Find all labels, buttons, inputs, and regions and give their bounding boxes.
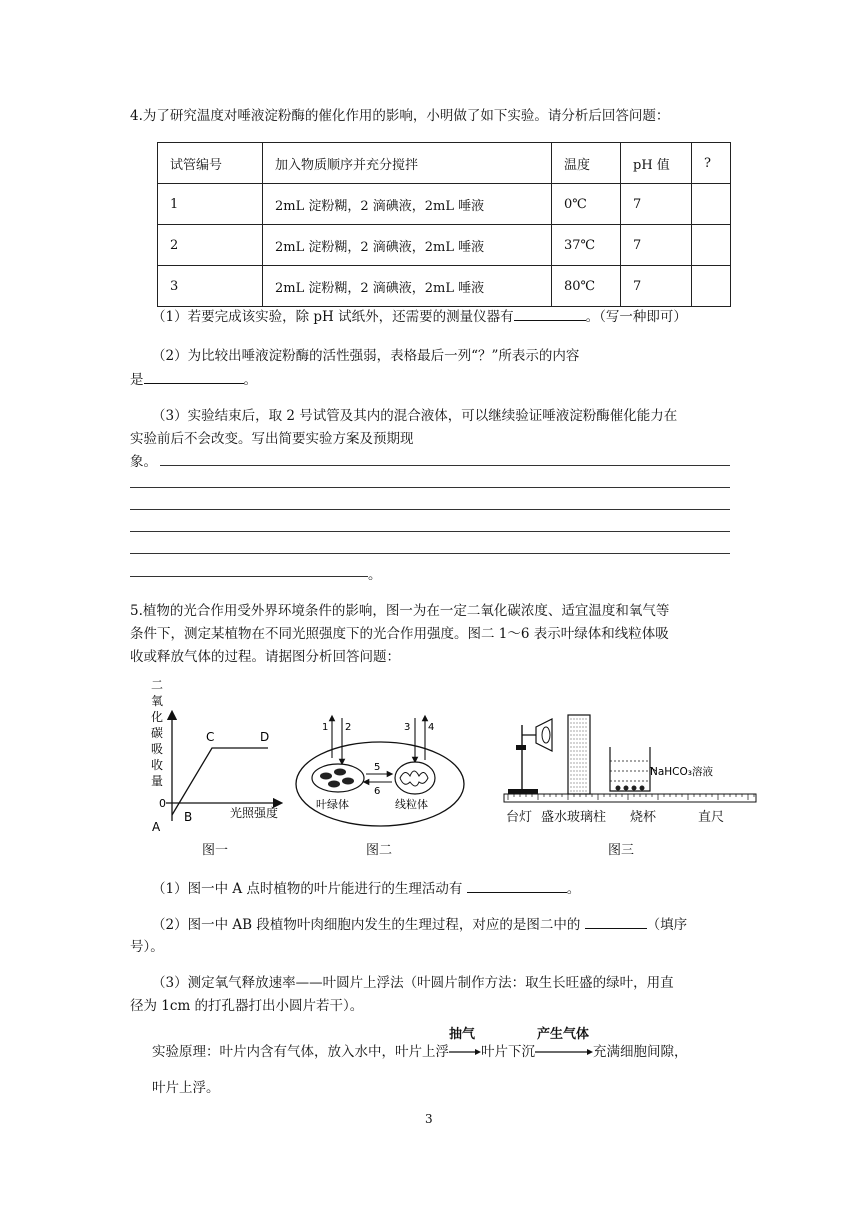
table-cell: 37℃ bbox=[552, 225, 621, 266]
experiment-table bbox=[157, 142, 731, 307]
table-header-cell: ? bbox=[692, 143, 731, 184]
y-axis-char: 收 bbox=[151, 758, 164, 772]
principle-line2: 叶片上浮。 bbox=[152, 1080, 220, 1096]
answer-blank[interactable] bbox=[514, 306, 586, 321]
water-column-label: 盛水玻璃柱 bbox=[541, 810, 607, 825]
table-cell: 7 bbox=[621, 225, 692, 266]
point-label-a: A bbox=[152, 820, 161, 834]
ruler-label: 直尺 bbox=[698, 810, 725, 825]
answer-line[interactable] bbox=[160, 465, 730, 466]
q4-part3-line3: 象。 bbox=[130, 454, 157, 470]
table-cell bbox=[692, 225, 731, 266]
arrow-label-3: 3 bbox=[404, 722, 411, 733]
y-axis-char: 二 bbox=[151, 678, 164, 692]
q5-stem-line2: 条件下，测定某植物在不同光照强度下的光合作用强度。图二 1～6 表示叶绿体和线粒体吸 bbox=[130, 626, 669, 642]
answer-line[interactable] bbox=[130, 576, 368, 577]
principle-line: 实验原理：叶片内含有气体，放入水中，叶片上浮 抽气 叶片下沉 产生气体 充满细胞间隙， bbox=[152, 1034, 688, 1070]
table-row bbox=[158, 266, 731, 307]
table-row bbox=[158, 225, 731, 266]
table-cell: 2 bbox=[158, 225, 263, 266]
beaker-label: 烧杯 bbox=[630, 810, 657, 825]
mitochondrion-label: 线粒体 bbox=[395, 798, 428, 811]
table-header-cell: pH 值 bbox=[621, 143, 692, 184]
point-label-d: D bbox=[260, 730, 270, 744]
answer-line[interactable] bbox=[130, 531, 730, 532]
page-number: 3 bbox=[425, 1112, 433, 1126]
q5-part3-line2: 径为 1cm 的打孔器打出小圆片若干）。 bbox=[130, 998, 364, 1014]
table-header-row bbox=[158, 143, 731, 184]
q5-part2-line1: （2）图一中 AB 段植物叶肉细胞内发生的生理过程，对应的是图二中的 （填序 bbox=[152, 914, 687, 935]
arrow-label-5: 5 bbox=[374, 762, 381, 773]
solution-label: NaHCO₃溶液 bbox=[650, 766, 713, 778]
arrow-label-1: 1 bbox=[322, 722, 329, 733]
axis-origin-label: 0 bbox=[159, 797, 166, 810]
q5-stem-line1: 5.植物的光合作用受外界环境条件的影响，图一为在一定二氧化碳浓度、适宜温度和氧气等 bbox=[130, 603, 670, 619]
q4-part2-line1: （2）为比较出唾液淀粉酶的活性强弱，表格最后一列“？”所表示的内容 bbox=[152, 348, 580, 364]
table-header-cell: 温度 bbox=[552, 143, 621, 184]
arrow-label-2: 2 bbox=[345, 722, 352, 733]
y-axis-char: 吸 bbox=[151, 742, 164, 756]
table-cell: 2mL 淀粉糊，2 滴碘液，2mL 唾液 bbox=[263, 184, 552, 225]
table-cell bbox=[692, 184, 731, 225]
q4-part2-line2: 是 。 bbox=[130, 369, 257, 390]
y-axis-char: 碳 bbox=[151, 726, 164, 740]
answer-line[interactable] bbox=[130, 487, 730, 488]
q4-part1: （1）若要完成该实验，除 pH 试纸外，还需要的测量仪器有 。（写一种即可） bbox=[152, 306, 687, 327]
answer-line[interactable] bbox=[130, 509, 730, 510]
table-cell: 0℃ bbox=[552, 184, 621, 225]
answer-end-period: 。 bbox=[368, 567, 382, 583]
table-cell: 7 bbox=[621, 266, 692, 307]
q4-part3-line1: （3）实验结束后，取 2 号试管及其内的混合液体，可以继续验证唾液淀粉酶催化能力在 bbox=[152, 408, 678, 424]
table-cell: 7 bbox=[621, 184, 692, 225]
arrow-pump-air: 抽气 bbox=[449, 1043, 481, 1063]
arrow-label-6: 6 bbox=[374, 786, 381, 797]
arrow-label-4: 4 bbox=[428, 722, 435, 733]
figure-one-caption: 图一 bbox=[202, 843, 229, 858]
answer-blank[interactable] bbox=[467, 878, 567, 893]
figure-two-caption: 图二 bbox=[366, 843, 393, 858]
q4-stem: 4.为了研究温度对唾液淀粉酶的催化作用的影响，小明做了如下实验。请分析后回答问题： bbox=[130, 108, 670, 124]
lamp-label: 台灯 bbox=[506, 810, 533, 825]
table-row bbox=[158, 184, 731, 225]
figure-two-cell-diagram bbox=[290, 712, 470, 832]
table-cell bbox=[692, 266, 731, 307]
answer-blank[interactable] bbox=[585, 914, 647, 929]
arrow-produce-gas: 产生气体 bbox=[535, 1043, 593, 1063]
point-label-b: B bbox=[184, 810, 193, 824]
q5-stem-line3: 收或释放气体的过程。请据图分析回答问题： bbox=[130, 649, 400, 665]
chloroplast-label: 叶绿体 bbox=[316, 798, 349, 811]
table-cell: 1 bbox=[158, 184, 263, 225]
x-axis-label: 光照强度 bbox=[230, 806, 279, 820]
table-cell: 2mL 淀粉糊，2 滴碘液，2mL 唾液 bbox=[263, 225, 552, 266]
q5-part2-line2: 号）。 bbox=[130, 939, 164, 955]
table-cell: 2mL 淀粉糊，2 滴碘液，2mL 唾液 bbox=[263, 266, 552, 307]
y-axis-char: 化 bbox=[151, 710, 164, 724]
figure-one-graph bbox=[140, 675, 290, 835]
q5-part3-line1: （3）测定氧气释放速率——叶圆片上浮法（叶圆片制作方法：取生长旺盛的绿叶，用直 bbox=[152, 975, 674, 991]
table-header-cell: 试管编号 bbox=[158, 143, 263, 184]
table-cell: 80℃ bbox=[552, 266, 621, 307]
table-header-cell: 加入物质顺序并充分搅拌 bbox=[263, 143, 552, 184]
answer-line[interactable] bbox=[130, 553, 730, 554]
y-axis-char: 量 bbox=[151, 774, 164, 788]
point-label-c: C bbox=[206, 730, 215, 744]
q5-part1: （1）图一中 A 点时植物的叶片能进行的生理活动有 。 bbox=[152, 878, 580, 899]
table-cell: 3 bbox=[158, 266, 263, 307]
q4-part3-line2: 实验前后不会改变。写出简要实验方案及预期现 bbox=[130, 431, 414, 447]
answer-blank[interactable] bbox=[144, 369, 244, 384]
y-axis-char: 氧 bbox=[151, 694, 164, 708]
figure-three-caption: 图三 bbox=[608, 843, 635, 858]
